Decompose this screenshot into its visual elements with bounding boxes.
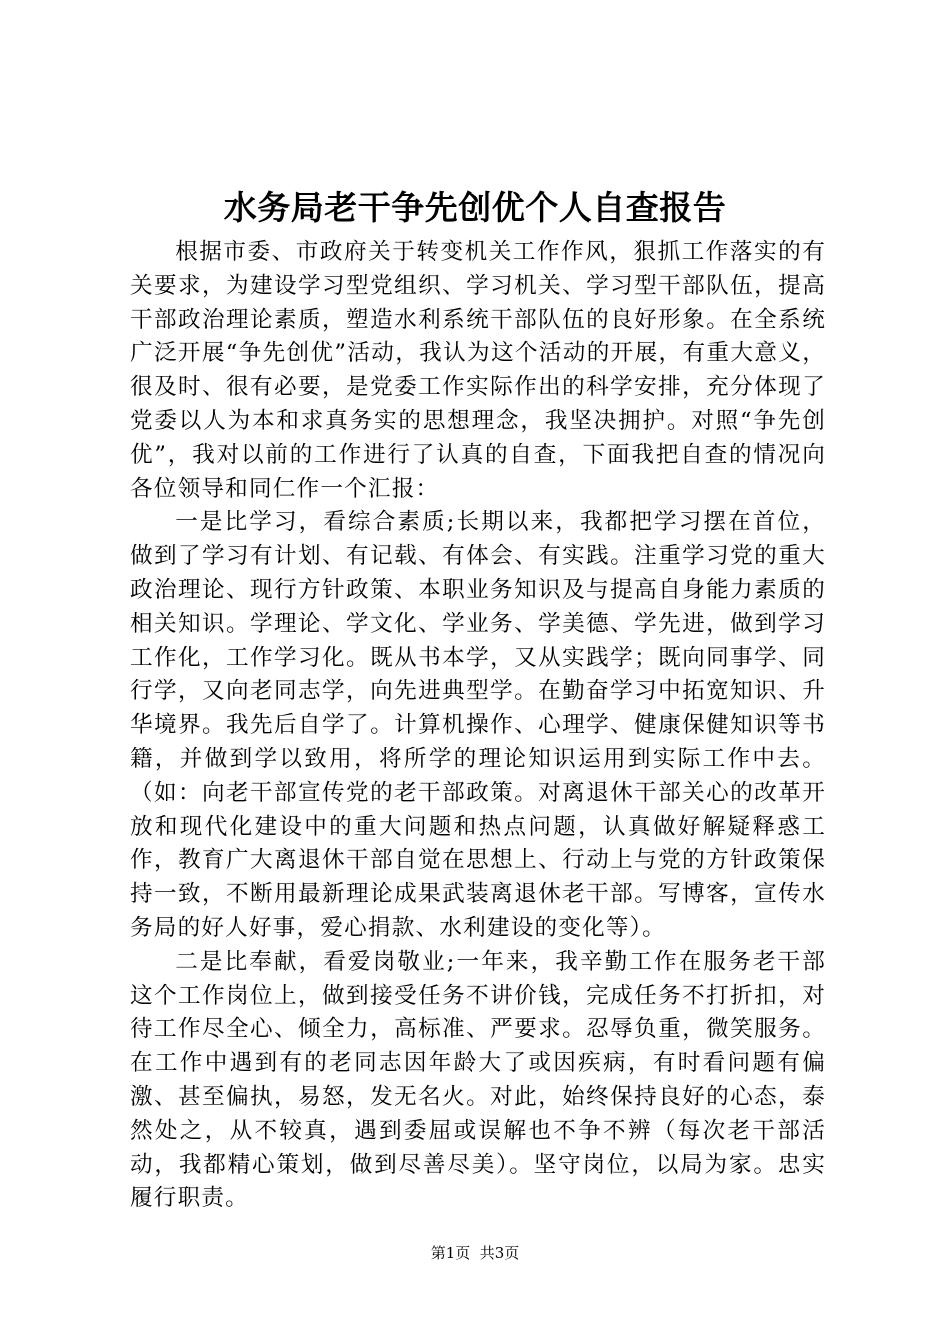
paragraph-dedication: 二是比奉献，看爱岗敬业;一年来，我辛勤工作在服务老干部这个工作岗位上，做到接受任务不讲价钱，完成任务不打折扣，对待工作尽全心、倾全力，高标准、严要求。忍辱负重，微笑服务。在工作中遇到有的老同志因年龄大了或因疾病，有时看问题有偏激、甚至偏执，易怒，发无名火。对此，始终保持良好的心态，泰然处之，从不较真，遇到委屈或误解也不争不辨（每次老干部活动，我都精心策划，做到尽善尽美）。坚守岗位，以局为家。忠实履行职责。	[130, 948, 826, 1212]
page-number: 第1页 共3页	[430, 1244, 520, 1262]
document-title: 水务局老干争先创优个人自查报告	[223, 188, 727, 227]
page-footer	[0, 1243, 950, 1263]
paragraph-study: 一是比学习，看综合素质;长期以来，我都把学习摆在首位，做到了学习有计划、有记载、有体会、有实践。注重学习党的重大政治理论、现行方针政策、本职业务知识及与提高自身能力素质的相关知识。学理论、学文化、学业务、学美德、学先进，做到学习工作化，工作学习化。既从书本学，又从实践学；既向同事学、同行学，又向老同志学，向先进典型学。在勤奋学习中拓宽知识、升华境界。我先后自学了。计算机操作、心理学、健康保健知识等书籍，并做到学以致用，将所学的理论知识运用到实际工作中去。（如：向老干部宣传党的老干部政策。对离退休干部关心的改革开放和现代化建设中的重大问题和热点问题，认真做好解疑释惑工作，教育广大离退休干部自觉在思想上、行动上与党的方针政策保持一致，不断用最新理论成果武装离退休老干部。写博客，宣传水务局的好人好事，爱心捐款、水利建设的变化等）。	[130, 509, 826, 941]
document-body	[130, 236, 826, 1216]
paragraph-intro: 根据市委、市政府关于转变机关工作作风，狠抓工作落实的有关要求，为建设学习型党组织、学习机关、学习型干部队伍，提高干部政治理论素质，塑造水利系统干部队伍的良好形象。在全系统广泛开展“争先创优”活动，我认为这个活动的开展，有重大意义，很及时、很有必要，是党委工作实际作出的科学安排，充分体现了党委以人为本和求真务实的思想理念，我坚决拥护。对照“争先创优”，我对以前的工作进行了认真的自查，下面我把自查的情况向各位领导和同仁作一个汇报：	[130, 239, 826, 502]
